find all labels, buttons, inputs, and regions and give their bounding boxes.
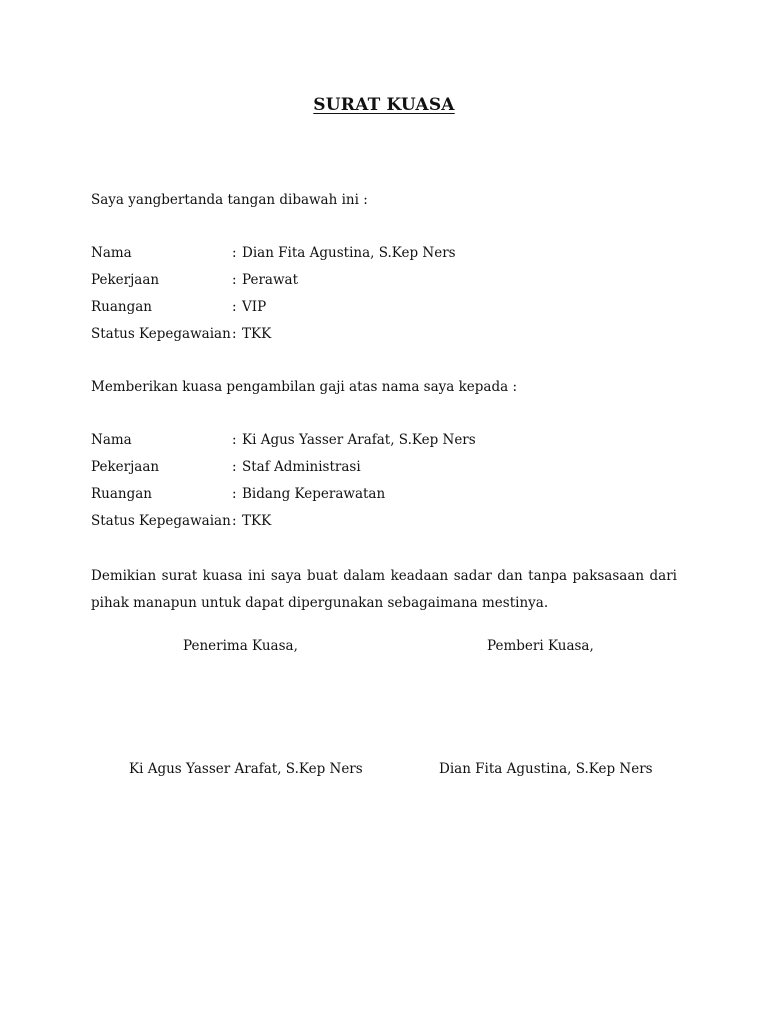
field-colon: : (232, 513, 237, 529)
giver-name: Dian Fita Agustina, S.Kep Ners (439, 761, 653, 777)
field-label: Ruangan (91, 299, 152, 315)
field-colon: : (232, 459, 237, 475)
giver-label: Pemberi Kuasa, (487, 638, 594, 654)
field-value: Staf Administrasi (242, 459, 361, 475)
grant-statement: Memberikan kuasa pengambilan gaji atas nama saya kepada : (91, 379, 517, 395)
field-label: Pekerjaan (91, 459, 160, 475)
field-colon: : (232, 486, 237, 502)
field-value: Perawat (242, 272, 298, 288)
field-label: Nama (91, 432, 132, 448)
closing-paragraph: Demikian surat kuasa ini saya buat dalam keadaan sadar dan tanpa paksasaan dari pihak manapun untuk dapat dipergunakan sebagaimana mestinya. (91, 568, 677, 611)
field-value: VIP (242, 299, 267, 315)
field-colon: : (232, 326, 237, 342)
field-label: Ruangan (91, 486, 152, 502)
receiver-name: Ki Agus Yasser Arafat, S.Kep Ners (129, 761, 363, 777)
field-value: Ki Agus Yasser Arafat, S.Kep Ners (242, 432, 476, 448)
field-value: TKK (242, 513, 272, 529)
field-colon: : (232, 272, 237, 288)
receiver-label: Penerima Kuasa, (183, 638, 298, 654)
field-value: TKK (242, 326, 272, 342)
field-label: Status Kepegawaian (91, 513, 231, 529)
field-colon: : (232, 245, 237, 261)
intro-text: Saya yangbertanda tangan dibawah ini : (91, 192, 368, 208)
field-label: Pekerjaan (91, 272, 160, 288)
field-value: Bidang Keperawatan (242, 486, 386, 502)
document-title: SURAT KUASA (313, 95, 455, 115)
field-value: Dian Fita Agustina, S.Kep Ners (242, 245, 456, 261)
field-colon: : (232, 432, 237, 448)
field-label: Nama (91, 245, 132, 261)
field-colon: : (232, 299, 237, 315)
field-label: Status Kepegawaian (91, 326, 231, 342)
